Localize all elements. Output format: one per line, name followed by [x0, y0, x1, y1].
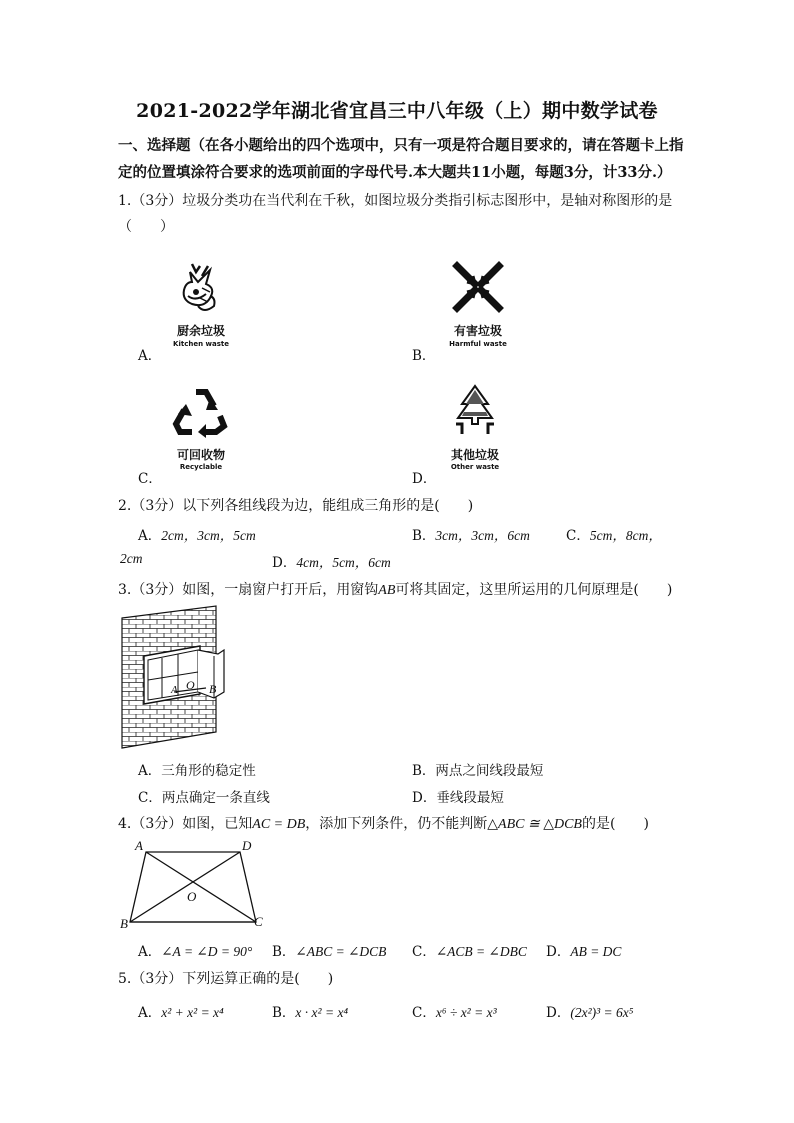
other-waste-label-en: Other waste [450, 463, 500, 471]
q4-stem: 4.（3分）如图，已知AC = DB，添加下列条件，仍不能判断△ABC ≅ △DCB的是( ) [118, 816, 649, 832]
q1-option-c: C． [138, 471, 162, 487]
q2-option-a-value: 2cm，3cm，5cm [161, 528, 256, 543]
q3-option-c: C．两点确定一条直线 [138, 790, 270, 806]
q1-option-b: B． [412, 348, 436, 364]
q2-option-c-value: 5cm，8cm， [589, 528, 662, 543]
q4-option-a: A．∠A = ∠D = 90° [138, 944, 253, 960]
recyclable-label: 可回收物 [176, 448, 225, 462]
section-header-line2: 定的位置填涂符合要求的选项前面的字母代号.本大题共11小题，每题3分，计33分.） [118, 164, 672, 181]
page-title: 2021-2022学年湖北省宜昌三中八年级（上）期中数学试卷 [136, 100, 658, 122]
q3-label-o: O [186, 678, 195, 692]
q5-option-a: A．x² + x² = x⁴ [138, 1005, 224, 1021]
window-hook-figure [118, 606, 224, 750]
q5-stem: 5.（3分）下列运算正确的是( ) [118, 971, 334, 987]
kitchen-waste-label-en: Kitchen waste [173, 340, 229, 348]
q1-option-a: A． [138, 348, 162, 364]
q5-option-c: C．x⁶ ÷ x² = x³ [412, 1005, 497, 1021]
q4-label-d: D [242, 838, 252, 853]
q2-stem: 2.（3分）以下列各组线段为边，能组成三角形的是( ) [118, 498, 474, 514]
q3-option-d: D．垂线段最短 [412, 790, 504, 806]
harmful-waste-icon [455, 264, 501, 310]
q3-option-b: B．两点之间线段最短 [412, 763, 544, 779]
other-waste-label: 其他垃圾 [450, 448, 499, 462]
q5-option-d: D．(2x²)³ = 6x⁵ [546, 1005, 634, 1021]
q4-option-c: C．∠ACB = ∠DBC [412, 944, 527, 960]
q4-label-a: A [135, 838, 143, 853]
q2-option-b-value: 3cm，3cm，6cm [435, 528, 530, 543]
q2-option-c: C．5cm，8cm， [566, 528, 662, 544]
q4-label-b: B [120, 916, 128, 931]
recyclable-label-en: Recyclable [179, 463, 223, 471]
q4-label-c: C [254, 914, 263, 929]
q4-option-b: B．∠ABC = ∠DCB [272, 944, 387, 960]
q1-option-d: D． [412, 471, 437, 487]
kitchen-waste-label: 厨余垃圾 [176, 324, 225, 338]
q3-option-a: A．三角形的稳定性 [138, 763, 256, 779]
q3-label-a: A [171, 684, 178, 696]
q1-stem-paren: （ ） [118, 219, 174, 235]
q2-option-b: B．3cm，3cm，6cm [412, 528, 530, 544]
q2-option-c-cont: 2cm [120, 551, 143, 566]
q4-option-d: D．AB = DC [546, 944, 622, 960]
q2-option-a: A．2cm，3cm，5cm [138, 528, 256, 544]
kitchen-waste-icon [176, 262, 222, 316]
q3-label-b: B [209, 682, 217, 696]
q2-option-d: D．4cm，5cm，6cm [272, 555, 391, 571]
q5-option-b: B．x · x² = x⁴ [272, 1005, 349, 1021]
other-waste-icon [454, 384, 496, 438]
recyclable-icon [174, 386, 228, 436]
q1-stem: 1.（3分）垃圾分类功在当代利在千秋，如图垃圾分类指引标志图形中，是轴对称图形的是 [118, 193, 673, 209]
harmful-waste-label-en: Harmful waste [449, 340, 507, 348]
q3-stem: 3.（3分）如图，一扇窗户打开后，用窗钩AB可将其固定，这里所运用的几何原理是( ) [118, 582, 673, 598]
q2-option-d-value: 4cm，5cm，6cm [296, 555, 391, 570]
q4-label-o: O [187, 889, 197, 904]
harmful-waste-label: 有害垃圾 [453, 324, 502, 338]
section-header-line1: 一、选择题（在各小题给出的四个选项中，只有一项是符合题目要求的，请在答题卡上指 [118, 137, 684, 154]
